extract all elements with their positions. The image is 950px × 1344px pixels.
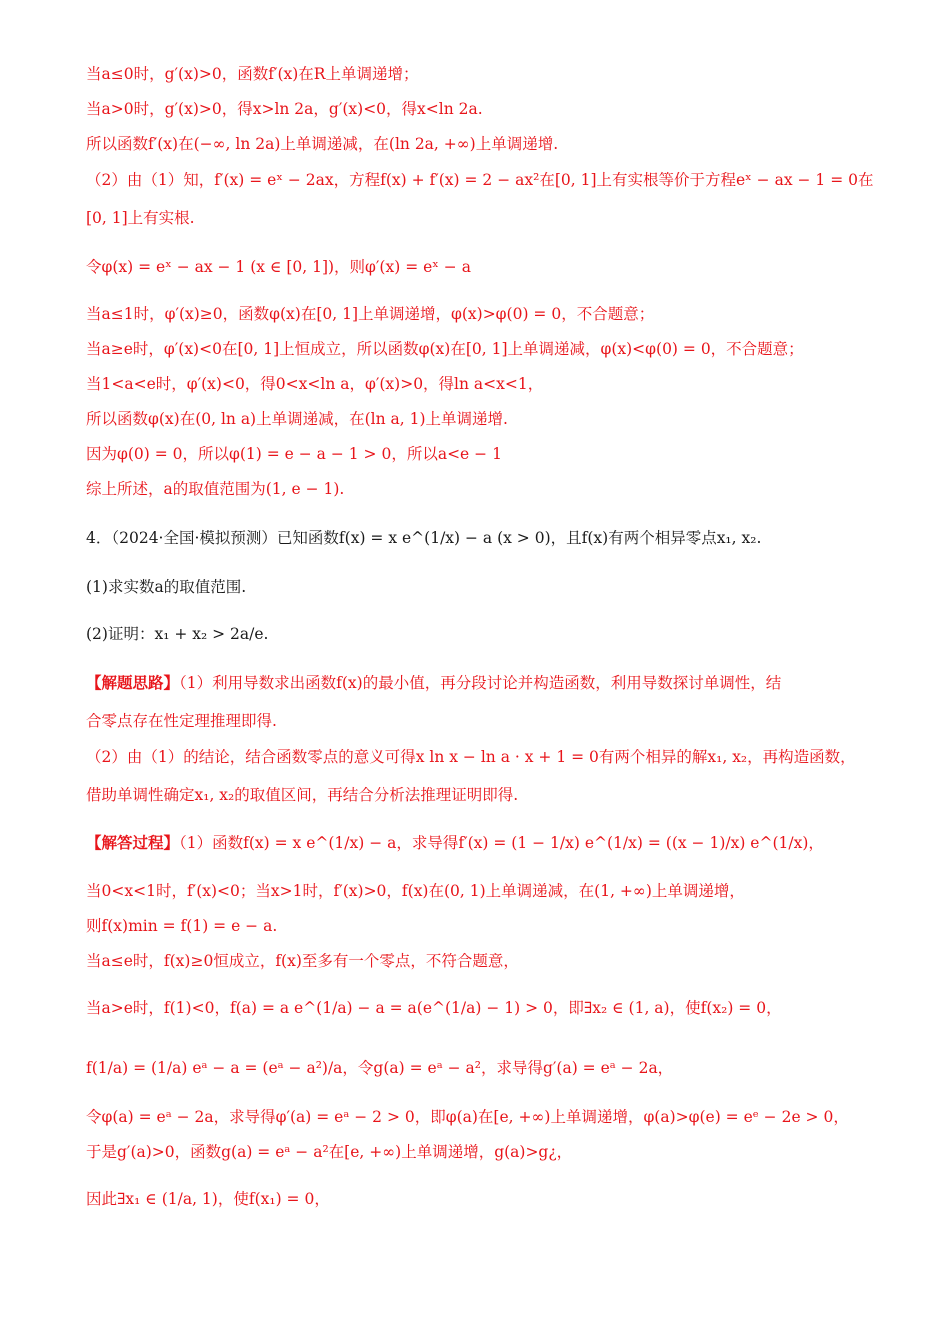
solution-line: 当a≤e时，f(x)≥0恒成立，f(x)至多有一个零点，不符合题意， bbox=[86, 952, 519, 970]
solution-line: 因此∃x₁ ∈ (1/a, 1)，使f(x₁) = 0， bbox=[86, 1190, 330, 1208]
solution-line: 所以函数f′(x)在(−∞, ln 2a)上单调递减，在(ln 2a, +∞)上单调递增. bbox=[86, 135, 559, 153]
solution-line: 当a≤1时，φ′(x)≥0，函数φ(x)在[0, 1]上单调递增，φ(x)>φ(0) = 0，不合题意； bbox=[86, 305, 655, 323]
solution-line: 则f(x)min = f(1) = e − a. bbox=[86, 917, 278, 935]
solution-line: 综上所述，a的取值范围为(1, e − 1). bbox=[86, 480, 345, 498]
solution-line: 因为φ(0) = 0，所以φ(1) = e − a − 1 > 0，所以a<e − 1 bbox=[86, 445, 502, 463]
solution-line: [0, 1]上有实根. bbox=[86, 209, 195, 227]
solution-line: 合零点存在性定理推理即得. bbox=[86, 712, 277, 730]
solution-line: 借助单调性确定x₁, x₂的取值区间，再结合分析法推理证明即得. bbox=[86, 786, 519, 804]
solution-line: 当0<x<1时，f′(x)<0；当x>1时，f′(x)>0，f(x)在(0, 1)上单调递减，在(1, +∞)上单调递增， bbox=[86, 882, 745, 900]
problem-statement: 4．（2024·全国·模拟预测）已知函数f(x) = x e^(1/x) − a (x > 0)，且f(x)有两个相异零点x₁, x₂. bbox=[86, 529, 762, 547]
problem-part-2: (2)证明：x₁ + x₂ > 2a/e. bbox=[86, 625, 269, 643]
solution-process-heading: 【解答过程】（1）函数f(x) = x e^(1/x) − a，求导得f′(x) = (1 − 1/x) e^(1/x) = ((x − 1)/x) e^(1/x)， bbox=[86, 833, 824, 852]
solution-line: 当a>0时，g′(x)>0，得x>ln 2a，g′(x)<0，得x<ln 2a. bbox=[86, 100, 483, 118]
solution-line: 当a≤0时，g′(x)>0，函数f′(x)在R上单调递增； bbox=[86, 65, 419, 83]
solution-line: 令φ(a) = eᵃ − 2a，求导得φ′(a) = eᵃ − 2 > 0，即φ(a)在[e, +∞)上单调递增，φ(a)>φ(e) = eᵉ − 2e > 0， bbox=[86, 1108, 849, 1126]
solution-line: （2）由（1）知，f′(x) = eˣ − 2ax，方程f(x) + f′(x) = 2 − ax²在[0, 1]上有实根等价于方程eˣ − ax − 1 = 0在 bbox=[86, 171, 874, 189]
solution-line: 当a>e时，f(1)<0，f(a) = a e^(1/a) − a = a(e^(1/a) − 1) > 0，即∃x₂ ∈ (1, a)，使f(x₂) = 0， bbox=[86, 999, 782, 1017]
heading-label: 【解题思路】 bbox=[86, 673, 180, 692]
problem-part-1: (1)求实数a的取值范围. bbox=[86, 578, 247, 596]
solution-line: 于是g′(a)>0，函数g(a) = eᵃ − a²在[e, +∞)上单调递增，g(a)>g¿， bbox=[86, 1143, 573, 1161]
solution-line: 当a≥e时，φ′(x)<0在[0, 1]上恒成立，所以函数φ(x)在[0, 1]上单调递减，φ(x)<φ(0) = 0，不合题意； bbox=[86, 340, 804, 358]
solution-line: 当1<a<e时，φ′(x)<0，得0<x<ln a，φ′(x)>0，得ln a<x<1， bbox=[86, 375, 544, 393]
solution-line: f(1/a) = (1/a) eᵃ − a = (eᵃ − a²)/a，令g(a) = eᵃ − a²，求导得g′(a) = eᵃ − 2a， bbox=[86, 1059, 674, 1077]
solution-line: 所以函数φ(x)在(0, ln a)上单调递减，在(ln a, 1)上单调递增. bbox=[86, 410, 508, 428]
heading-label: 【解答过程】 bbox=[86, 833, 180, 852]
solution-line: 令φ(x) = eˣ − ax − 1 (x ∈ [0, 1])，则φ′(x) = eˣ − a bbox=[86, 258, 471, 276]
solution-idea-heading: 【解题思路】（1）利用导数求出函数f(x)的最小值，再分段讨论并构造函数，利用导数探讨单调性，结 bbox=[86, 673, 782, 692]
solution-line: （2）由（1）的结论，结合函数零点的意义可得x ln x − ln a · x + 1 = 0有两个相异的解x₁, x₂，再构造函数， bbox=[86, 748, 856, 766]
